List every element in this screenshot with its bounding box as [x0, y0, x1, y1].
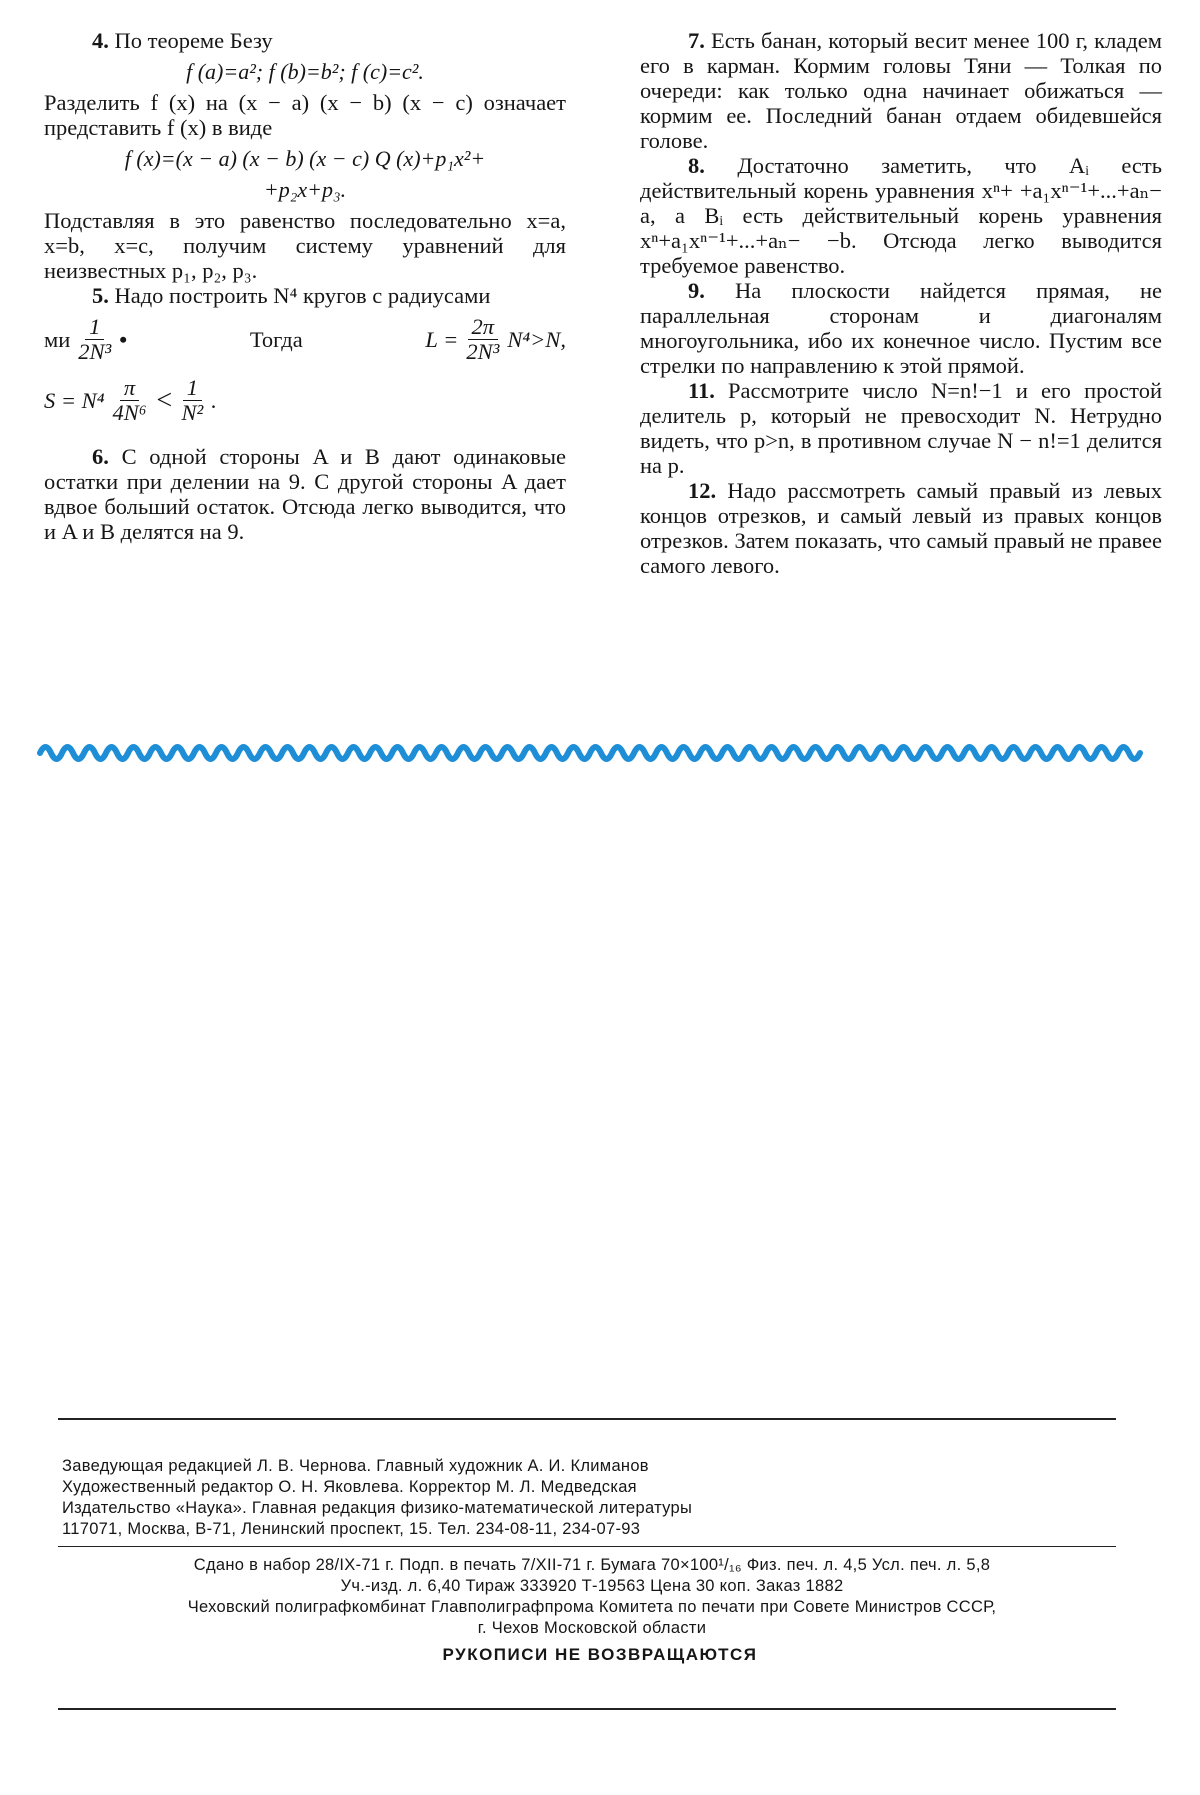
answer-11: [640, 378, 1162, 478]
credit-line: Издательство «Наука». Главная редакция физико-математической литературы: [62, 1499, 693, 1517]
answer-text: На плоскости найдется прямая, не параллельная сторонам и диагоналям многоугольника, ибо их конечное число. Пустим все стрелки по направлению к этой прямой.: [640, 278, 1162, 378]
credit-line: 117071, Москва, В-71, Ленинский проспект, 15. Тел. 234-08-11, 234-07-93: [62, 1520, 641, 1538]
left-column: [44, 28, 566, 544]
fraction-bound: [178, 377, 208, 424]
answer-text: Рассмотрите число N=n!−1 и его простой делитель p, который не превосходит N. Нетрудно видеть, что p>n, в противном случае N − n!=1 делится на p.: [640, 378, 1162, 478]
answer-number: 4.: [92, 28, 109, 53]
fraction-denominator: N²: [181, 400, 204, 425]
answer-number: 6.: [92, 444, 109, 469]
answer-number: 9.: [688, 278, 705, 303]
formula-L-lhs: L =: [425, 327, 459, 352]
formula-bezout: f (a)=a²; f (b)=b²; f (c)=c².: [186, 59, 424, 84]
answer-4-conclusion: Подставляя в это равенство последовательно x=a, x=b, x=c, получим систему уравнений для неизвестных p₁, p₂, p₃.: [44, 208, 566, 283]
answer-number: 5.: [92, 283, 109, 308]
decorative-wave-divider: [36, 738, 1160, 768]
answer-number: 11.: [688, 378, 715, 403]
answer-9: [640, 278, 1162, 378]
answer-12: [640, 478, 1162, 578]
answer-text: Надо рассмотреть самый правый из левых концов отрезков, и самый левый из правых концов отрезков. Затем показать, что самый правый не правее самого левого.: [640, 478, 1162, 578]
answer-5-heading: [44, 283, 566, 308]
imprint-bottom-rule: [58, 1708, 1116, 1710]
fraction-numerator: π: [120, 377, 139, 401]
fraction-numerator: 1: [183, 377, 202, 401]
print-line: г. Чехов Московской области: [477, 1619, 707, 1637]
answer-text: По теореме Безу: [114, 28, 273, 53]
fraction-denominator: 2N³: [78, 339, 112, 364]
formula-S-lhs: S = N⁴: [44, 388, 105, 413]
fraction-denominator: 2N³: [466, 339, 500, 364]
fraction-numerator: 2π: [468, 316, 499, 340]
print-line: Чеховский полиграфкомбинат Главполиграфпрома Комитета по печати при Совете Министров СССР,: [187, 1598, 997, 1616]
formula-L-rhs: N⁴>N,: [507, 327, 566, 352]
right-column: [640, 28, 1162, 578]
formula-area-row: [44, 377, 566, 424]
bullet-dot: •: [119, 327, 128, 352]
answer-text: Есть банан, который весит менее 100 г, кладем его в карман. Кормим головы Тяни — Толкая по очереди: как только одна начинает обижаться — кормим ее. Последний банан отдаем обидевшейся голове.: [640, 28, 1162, 153]
fraction-area: [109, 377, 151, 424]
answer-4-heading: [44, 28, 566, 53]
manuscripts-notice: РУКОПИСИ НЕ ВОЗВРАЩАЮТСЯ: [442, 1645, 758, 1664]
answer-text: Достаточно заметить, что Aᵢ есть действительный корень уравнения xⁿ+ +a₁xⁿ⁻¹+...+aₙ− a, а Bᵢ есть действительный корень уравнения xⁿ+a₁xⁿ⁻¹+...+aₙ− −b. Отсюда легко выводится требуемое равенство.: [640, 153, 1162, 278]
answer-number: 12.: [688, 478, 717, 503]
imprint-middle-rule: [58, 1546, 1116, 1547]
answer-7: [640, 28, 1162, 153]
answer-8: [640, 153, 1162, 278]
period: .: [211, 388, 217, 413]
credit-line: Художественный редактор О. Н. Яковлева. Корректор М. Л. Медведская: [62, 1478, 637, 1496]
less-than-sign: <: [154, 385, 174, 416]
fraction-length: [462, 316, 503, 363]
answer-number: 7.: [688, 28, 705, 53]
formula-division-cont: +p₂x+p₃.: [263, 177, 347, 202]
imprint-credits: [62, 1456, 1122, 1540]
print-line: Уч.-изд. л. 6,40 Тираж 333920 Т-19563 Цена 30 коп. Заказ 1882: [340, 1577, 844, 1595]
answer-text: С одной стороны A и B дают одинаковые остатки при делении на 9. С другой стороны A дает вдвое больший остаток. Отсюда легко выводится, что и A и B делятся на 9.: [44, 444, 566, 544]
text-togda: Тогда: [249, 327, 303, 352]
fraction-denominator: 4N⁶: [112, 400, 147, 425]
credit-line: Заведующая редакцией Л. В. Чернова. Главный художник А. И. Климанов: [62, 1457, 649, 1475]
text-mi: ми: [44, 327, 71, 352]
formula-division: f (x)=(x − a) (x − b) (x − c) Q (x)+p₁x²+: [124, 146, 486, 171]
answer-4-text: Разделить f (x) на (x − a) (x − b) (x − c) означает представить f (x) в виде: [44, 90, 566, 140]
formula-radius-row: [44, 316, 566, 363]
answer-number: 8.: [688, 153, 705, 178]
fraction-numerator: 1: [85, 316, 104, 340]
print-line: Сдано в набор 28/IX-71 г. Подп. в печать 7/XII-71 г. Бумага 70×100¹/₁₆ Физ. печ. л. 4,5 Усл. печ. л. 5,8: [193, 1556, 991, 1574]
fraction-radius: [74, 316, 115, 363]
imprint-top-rule: [58, 1418, 1116, 1420]
answer-text: Надо построить N⁴ кругов с радиусами: [114, 283, 491, 308]
imprint-print-info: [62, 1555, 1122, 1639]
answer-6: [44, 444, 566, 544]
